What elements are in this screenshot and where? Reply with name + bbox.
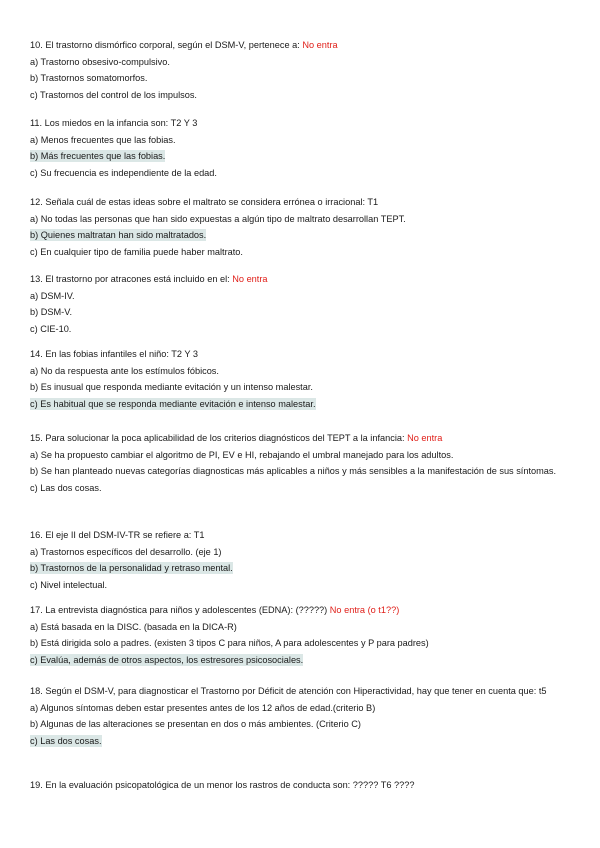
option-a: a) Trastorno obsesivo-compulsivo.: [30, 56, 170, 67]
option-b: b) Está dirigida solo a padres. (existen 3 tipos C para niños, A para adolescentes y P para padres): [30, 638, 429, 649]
option-b: b) Se han planteado nuevas categorías diagnosticas más aplicables a niños y más sensibles a la manifestación de sus síntomas.: [30, 466, 557, 477]
question-15: [30, 432, 572, 498]
option-a: a) No todas las personas que han sido expuestas a algún tipo de maltrato desarrollan TEPT.: [30, 213, 406, 224]
question-12: [30, 196, 572, 262]
question-13: [30, 273, 572, 339]
question-stem: 18. Según el DSM-V, para diagnosticar el Trastorno por Déficit de atención con Hiperactividad, hay que tener en cuenta que: t5: [30, 686, 547, 696]
option-c-correct: [30, 735, 572, 748]
flag-no-entra: No entra: [302, 40, 338, 50]
option-c-correct: [30, 398, 572, 411]
option-a: a) Se ha propuesto cambiar el algoritmo de PI, EV e HI, rebajando el umbral manejado para los adultos.: [30, 449, 454, 460]
answer-highlight: b) Más frecuentes que las fobias.: [30, 151, 166, 162]
question-stem: 12. Señala cuál de estas ideas sobre el maltrato se considera errónea o irracional: T1: [30, 197, 379, 207]
question-18: [30, 685, 572, 751]
option-b-correct: [30, 562, 572, 575]
option-c-correct: [30, 654, 572, 667]
option-b: b) Algunas de las alteraciones se presentan en dos o más ambientes. (Criterio C): [30, 719, 361, 730]
question-stem: 14. En las fobias infantiles el niño: T2 Y 3: [30, 349, 199, 359]
answer-highlight: c) Evalúa, además de otros aspectos, los estresores psicosociales.: [30, 654, 304, 665]
question-19: [30, 779, 572, 796]
flag-no-entra: No entra: [232, 274, 268, 284]
answer-highlight: b) Quienes maltratan han sido maltratados.: [30, 230, 207, 241]
option-b-correct: [30, 150, 572, 163]
question-stem: 19. En la evaluación psicopatológica de un menor los rastros de conducta son: ????? T6 ????: [30, 780, 415, 790]
question-stem: 11. Los miedos en la infancia son: T2 Y 3: [30, 118, 198, 128]
option-c: c) En cualquier tipo de familia puede haber maltrato.: [30, 246, 243, 257]
answer-highlight: b) Trastornos de la personalidad y retraso mental.: [30, 563, 233, 574]
question-stem: 15. Para solucionar la poca aplicabilidad de los criterios diagnósticos del TEPT a la infancia: No entra: [30, 433, 443, 443]
option-c: c) Las dos cosas.: [30, 482, 102, 493]
answer-highlight: c) Es habitual que se responda mediante evitación e intenso malestar.: [30, 398, 316, 409]
question-stem: 17. La entrevista diagnóstica para niños y adolescentes (EDNA): (?????) No entra (o t1??): [30, 605, 400, 615]
answer-highlight: c) Las dos cosas.: [30, 735, 102, 746]
option-a: a) DSM-IV.: [30, 290, 75, 301]
option-b: b) Es inusual que responda mediante evitación y un intenso malestar.: [30, 382, 313, 393]
option-b: b) DSM-V.: [30, 307, 73, 318]
question-stem: 13. El trastorno por atracones está incluido en el: No entra: [30, 274, 268, 284]
question-14: [30, 348, 572, 414]
option-c: c) Trastornos del control de los impulsos.: [30, 89, 197, 100]
option-c: c) CIE-10.: [30, 323, 72, 334]
option-a: a) Menos frecuentes que las fobias.: [30, 134, 176, 145]
question-17: [30, 604, 572, 670]
option-a: a) Algunos síntomas deben estar presentes antes de los 12 años de edad.(criterio B): [30, 702, 376, 713]
flag-no-entra: No entra: [407, 433, 443, 443]
option-a: a) Está basada en la DISC. (basada en la DICA-R): [30, 621, 237, 632]
option-b-correct: [30, 229, 572, 242]
question-stem: 10. El trastorno dismórfico corporal, según el DSM-V, pertenece a: No entra: [30, 40, 338, 50]
question-11: [30, 117, 572, 183]
option-c: c) Nivel intelectual.: [30, 579, 108, 590]
option-c: c) Su frecuencia es independiente de la edad.: [30, 167, 217, 178]
option-a: a) No da respuesta ante los estímulos fóbicos.: [30, 365, 219, 376]
question-stem: 16. El eje II del DSM-IV-TR se refiere a: T1: [30, 530, 205, 540]
flag-no-entra: No entra (o t1??): [329, 605, 400, 615]
question-10: [30, 39, 572, 105]
option-b: b) Trastornos somatomorfos.: [30, 73, 148, 84]
question-16: [30, 529, 572, 595]
option-a: a) Trastornos específicos del desarrollo. (eje 1): [30, 546, 222, 557]
